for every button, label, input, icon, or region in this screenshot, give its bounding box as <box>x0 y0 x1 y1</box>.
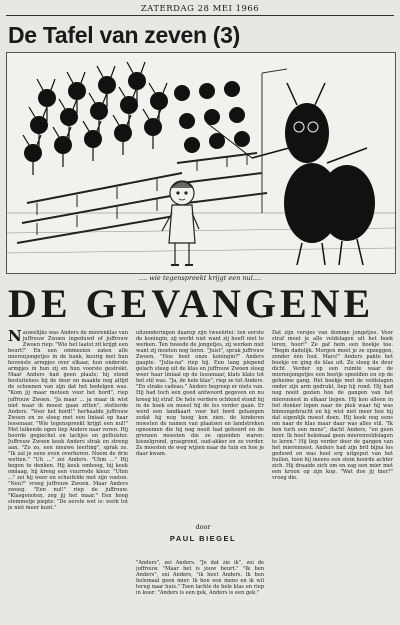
series-title: De Tafel van zeven (3) <box>8 22 241 48</box>
text-column-4: "Anders", zei Anders. "Je dat zie ik", zei de juffrouw. "Maar het is jouw beurt." "Ik ben Anders", zei Anders, "ik heet Anders. Ik ben helemaal geen mier. Ik ben een mens en ik wil terug naar huis." Toen lachte de hele klas en riep in koor: "Anders is een gek, Anders is een gek." <box>136 560 264 597</box>
header-rule <box>6 15 394 16</box>
author-name: PAUL BIEGEL <box>169 534 237 543</box>
classroom-illustration <box>7 53 395 273</box>
text-column-3: Dat zijn versjes van domme jongetjes. Voor straf moet je alle veldslagen uit het boek leren, hoor!" Ze gaf hem een boekje toe. "Begin dadelijk. Morgen moet je ze opzeggen, zonder één fout. Mars!" Anders pakte het boekje en ging de klas uit. Zo sloeg de deur dicht. Verder op een ruimte waar de mierenjongetjes een beetje speelden en op de geheime gang. Het boekje met de veldslagen onder zijn arm gedrukt, liep hij rond. Hij had nog nooit gezien hoe de gangen van het mierennest in elkaar liepen. Hij kon alleen in het donker lopen naar de plek waar hij was binnengebracht en hij wist niet meer hoe hij dat eigenlijk moest doen. Hij keek nog eens om naar de klas maar daar was alles stil. "Ik ben toch een mens", dacht Anders, "en geen mier. Ik hoef helemaal geen mierenveldslagen te leren." Hij liep verder door de gangen van het mierennest. Anders had zijn bril bijna los geduwd en was heel erg uitgeput van het huilen, toen hij ineens een stem hoorde achter zich. Hij draaide zich om en zag een mier met een kroon op zijn kop. "Wat doe jij hier?" vroeg die. <box>272 330 393 482</box>
story-title: DE GEVANGENE <box>8 281 375 326</box>
drop-cap: N <box>8 330 22 345</box>
illustration <box>6 52 396 274</box>
text-column-1 <box>8 330 128 622</box>
dateline: ZATERDAG 28 MEI 1966 <box>140 4 260 14</box>
byline-prefix: door <box>195 523 211 531</box>
byline <box>148 523 258 543</box>
column-1-text: auwelijks was Anders de mierenklas van juffrouw Zwoen ingeduwd of juffrouw Zwoen riep: "Wie het laatst zit krijgt een beurt!" En een ommezien zaten alle mierenjongetjes in de bank, keurig met hun bovenste armpjes over elkaar, hun onderste armpjes in hun zij en hun voorste gestrekt. Maar Anders had geen plaats; hij stond besluiteloos bij de deur en maakte nog altijd de schoenen van zijn dat het bedelgen was. "Kom jij maar meteen voor het bord", riep juffrouw Zwoen. "Ja maar ... ja maar ik wist niet waar ik moest gaan zitten", stotterde Anders. "Voor het bord!" herhaalde juffrouw Zwoen en ze sloeg met een liniaal op haar lessenaar. "Wie tegenspreekt krijgt een nul!" Met luikende ogen liep Anders naar voren. Hij hoorde gegiechel en lachjes en gefluister. Juffrouw Zwoen keek Anders strak en streng aan. "Zo zo, een nieuwe leerling", sprak ze. "Ik zal je eens even overhoren. Noem de drie wetten." "Uh ..." zei Anders. "Uhm ..." Hij begon te denken. Hij keek omhoog, hij keek omlaag, hij kreeg een vuurrode kleur. "Uhm ..." zei hij weer en schuifelde met zijn voeten. "Nou?" vroeg juffrouw Zwoen. Maar Anders zweeg. "Een nul!" riep de juffrouw. "Klasgenoten, zeg jij het maar." Een hoog stemmetje piepte: "De eerste wet is: werk tot je niet meer kunt." <box>8 330 128 512</box>
text-column-2: uitzonderingen daarop zijn tweeërlei: ten eerste de koningin, zij werkt niet want zij hoeft niet te werken. Ten tweede de jongetjes, zij werken niet want zij moeten nog leren. "Juist", sprak juffrouw Zwoen. "Hoe heet onze koningin?" Anders gaapte. "Julia-na" riep hij. Een lang piepend gelach steeg uit de klas en juffrouw Zwoen sloeg weer haar liniaal op de lessenaar, klats klats tot het stil was. "Ja, de hele klas", riep ze tot Anders. "En straks cadeau." Anders begreep er niets van. Hij had toch een goed antwoord gegeven en nu kreeg hij straf. De hele verdere ochtend stond hij in de hoek en moest hij de les verder gaan. Er werd een landkaart voor het bord gehangen zodat hij nog hoog kon zien, de kinderen moesten de namen van plaatsen en landstreken opnoemen die hij nog nooit had gehoord en de grenzen moesten die ze opzeiden waren: kiezelgrond, grasgrond, oud-akker en zo verder. Ze moesten de weg wijzen naar de tuin en hoe je daar kwam. <box>136 330 264 457</box>
illustration-caption: .... wie tegenspreekt krijgt een nul.... <box>138 274 262 282</box>
